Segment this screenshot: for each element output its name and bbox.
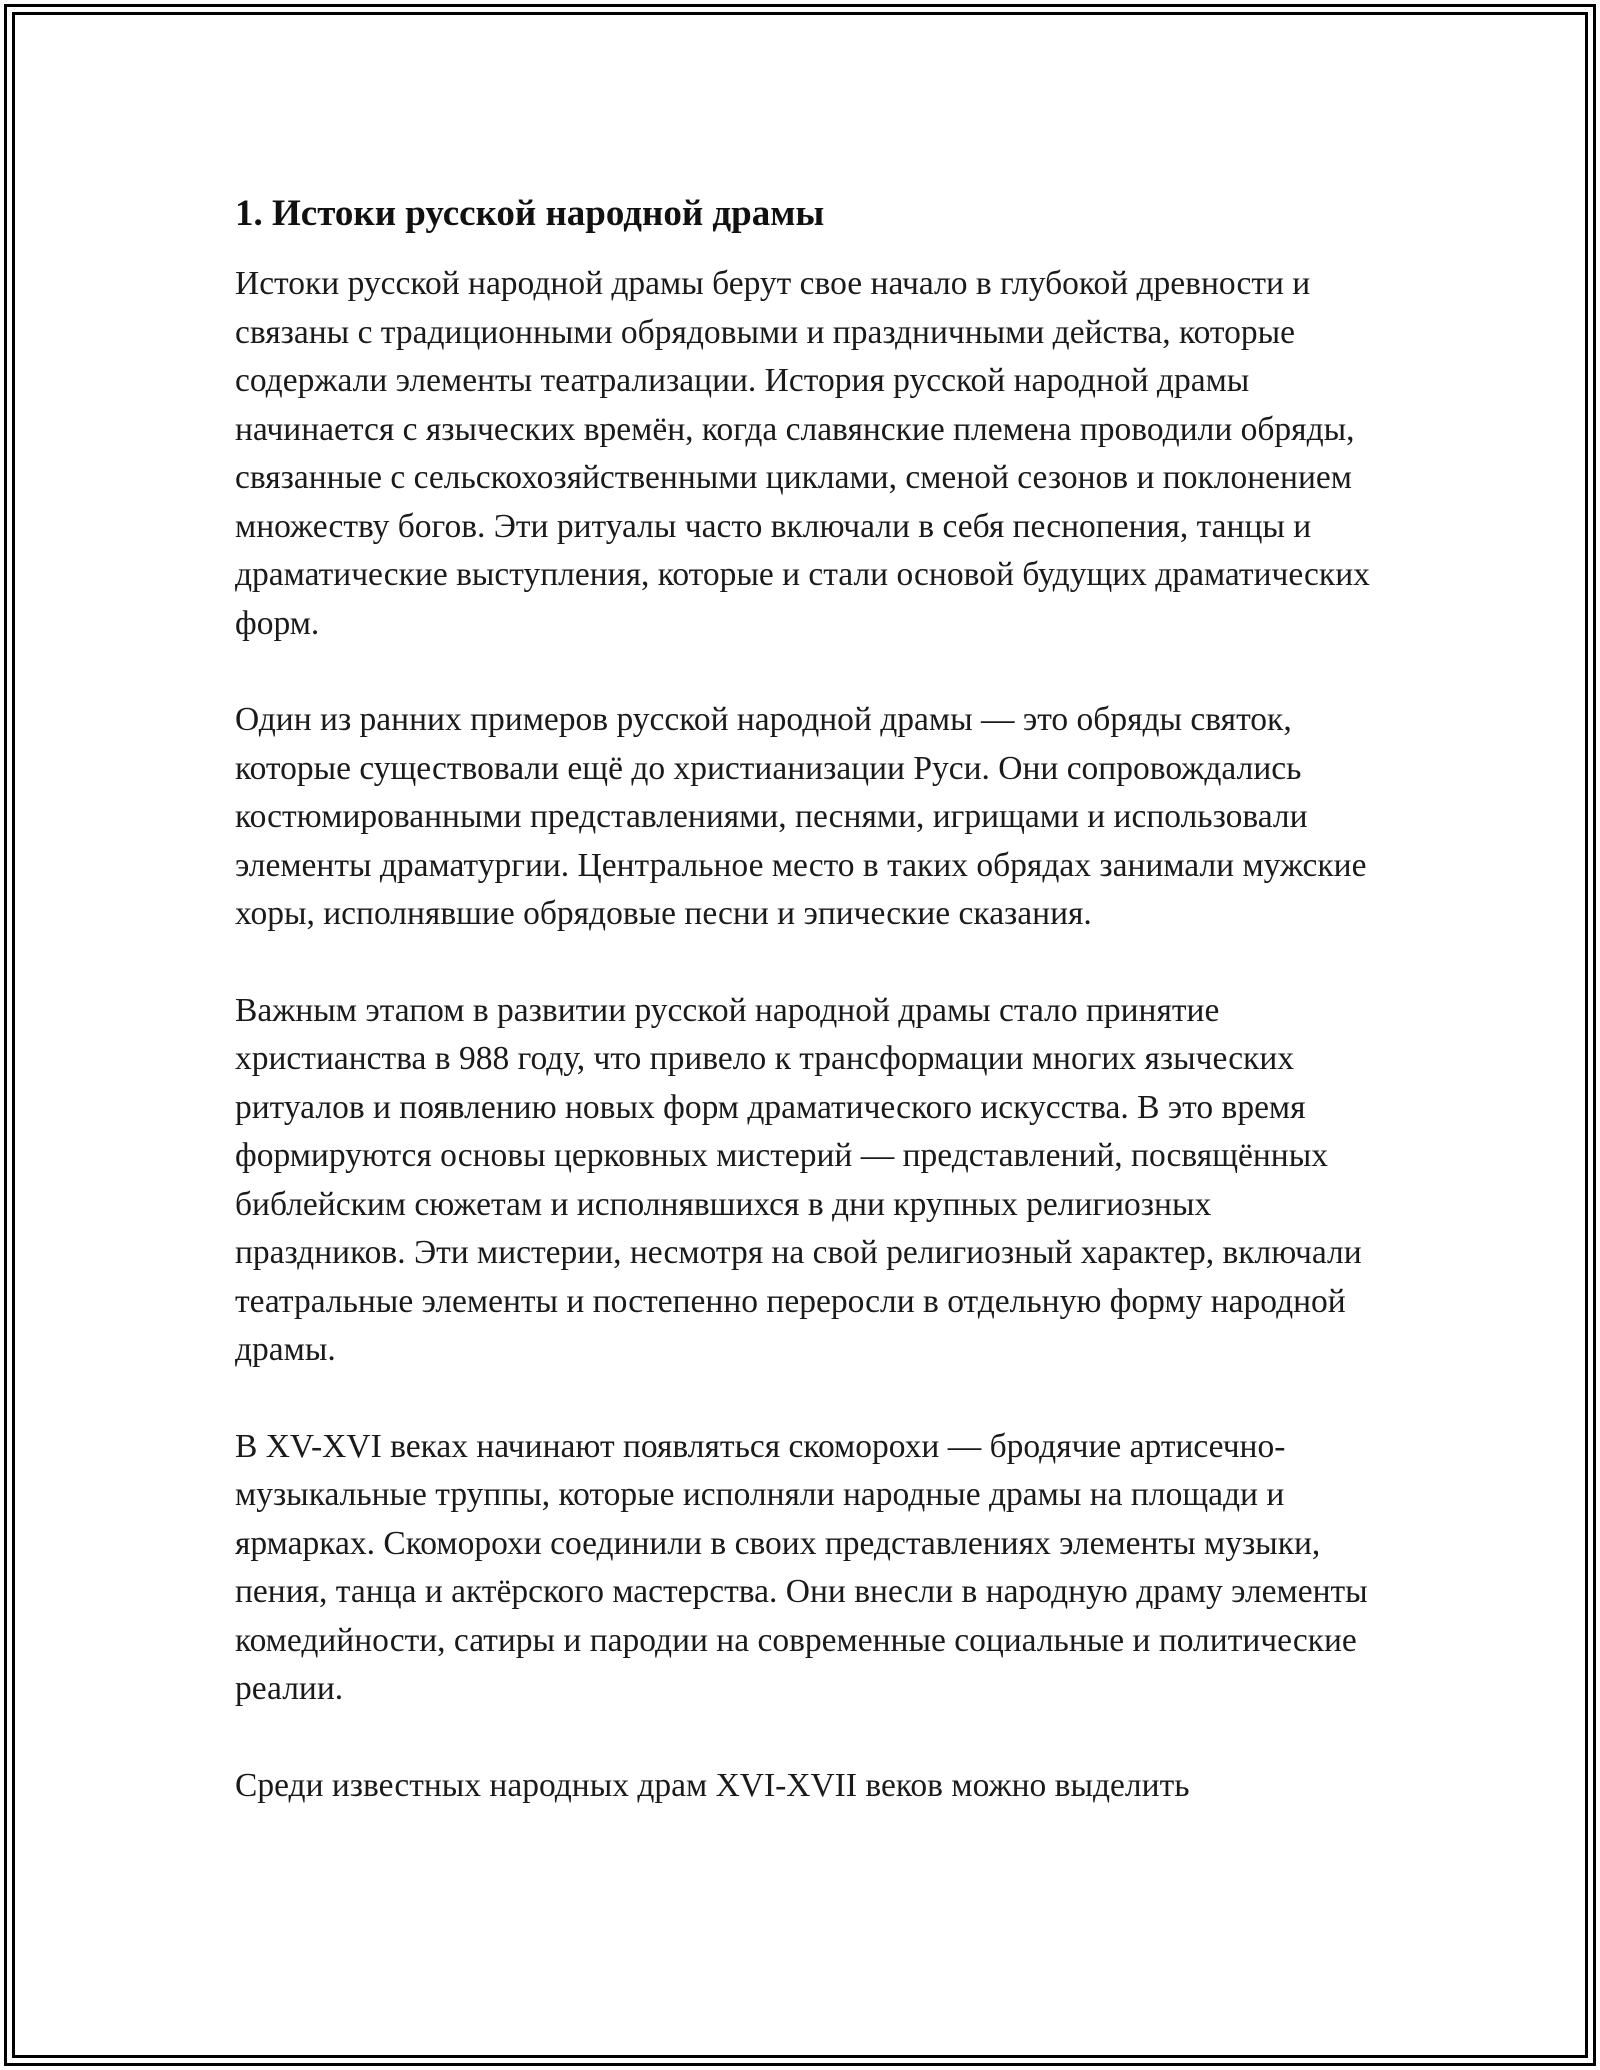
paragraph-3: Важным этапом в развитии русской народной драмы стало принятие христианства в 988 году, что привело к трансформации многих языческих ритуалов и появлению новых форм драматического искусства. В это время формируются основы церковных мистерий — представлений, посвящённых библейским сюжетам и исполнявшихся в дни крупных религиозных праздников. Эти мистерии, несмотря на свой религиозный характер, включали театральные элементы и постепенно переросли в отдельную форму народной драмы. xyxy=(235,991,1362,1368)
paragraph-4: В XV-XVI веках начинают появляться скоморохи — бродячие артисечно-музыкальные труппы, которые исполняли народные драмы на площади и ярмарках. Скоморохи соединили в своих представлениях элементы музыки, пения, танца и актёрского мастерства. Они внесли в народную драму элементы комедийности, сатиры и пародии на современные социальные и политические реалии. xyxy=(235,1427,1368,1707)
section-heading: 1. Истоки русской народной драмы xyxy=(235,193,825,234)
paragraph-5: Среди известных народных драм XVI-XVII веков можно выделить xyxy=(235,1766,1190,1804)
document-body xyxy=(235,188,1375,1858)
paragraph-2: Один из ранних примеров русской народной драмы — это обряды святок, которые существовали ещё до христианизации Руси. Они сопровождались костюмированными представлениями, песнями, игрищами и использовали элементы драматургии. Центральное место в таких обрядах занимали мужские хоры, исполнявшие обрядовые песни и эпические сказания. xyxy=(235,701,1367,932)
paragraph-1: Истоки русской народной драмы берут свое начало в глубокой древности и связаны с традиционными обрядовыми и праздничными действа, которые содержали элементы театрализации. История русской народной драмы начинается с языческих времён, когда славянские племена проводили обряды, связанные с сельскохозяйственными циклами, сменой сезонов и поклонением множеству богов. Эти ритуалы часто включали в себя песнопения, танцы и драматические выступления, которые и стали основой будущих драматических форм. xyxy=(235,265,1370,642)
